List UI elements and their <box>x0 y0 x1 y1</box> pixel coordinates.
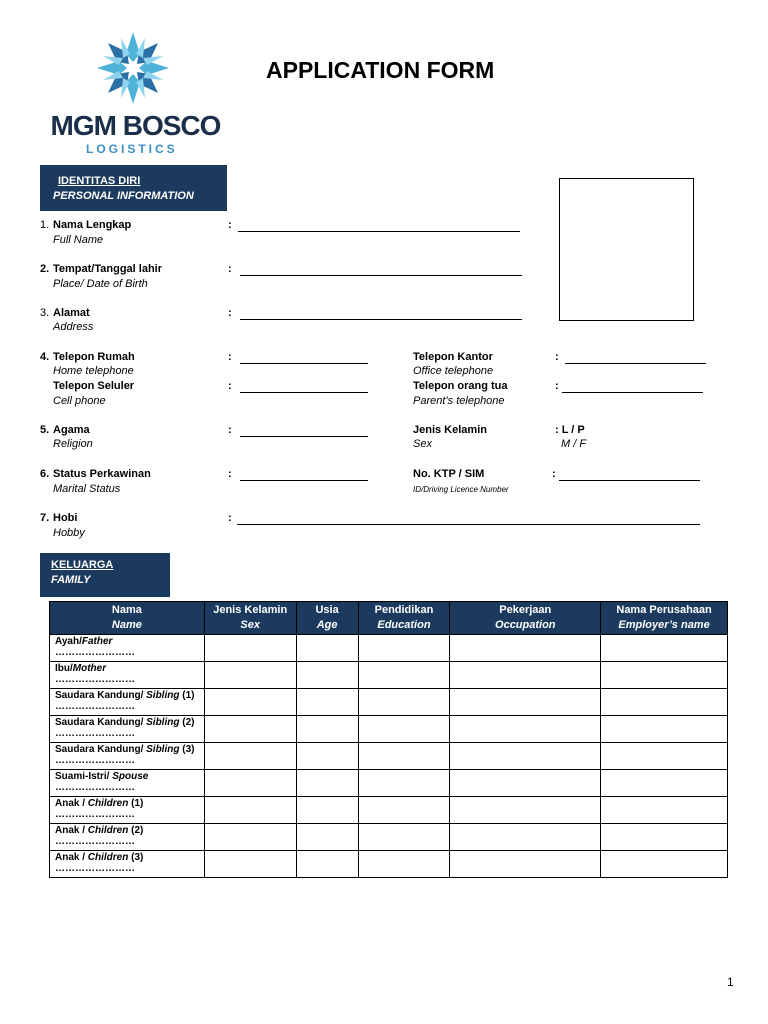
relation-cell[interactable] <box>50 824 205 851</box>
relation-suffix: (1) <box>179 690 195 701</box>
age-cell[interactable] <box>296 635 358 662</box>
name-fill-dots: …………………… <box>55 674 135 685</box>
logo-name: MGM BOSCO <box>50 110 221 141</box>
table-header-cell <box>601 602 728 635</box>
field-label: Nama Lengkap <box>53 219 132 231</box>
table-row <box>50 770 728 797</box>
relation-cell[interactable] <box>50 689 205 716</box>
logo-star-icon <box>48 30 223 110</box>
sex-cell[interactable] <box>204 716 296 743</box>
field-sublabel: Sex <box>413 438 432 450</box>
table-header-row <box>50 602 728 635</box>
table-row <box>50 689 728 716</box>
sex-options-en: M / F <box>561 438 587 450</box>
hobby-input[interactable] <box>237 524 700 525</box>
field-colon: : <box>228 351 232 363</box>
section-title-en: PERSONAL INFORMATION <box>53 190 194 202</box>
sex-options[interactable]: : L / P <box>555 424 585 436</box>
education-cell[interactable] <box>358 824 450 851</box>
occupation-cell[interactable] <box>450 662 601 689</box>
religion-input[interactable] <box>240 436 368 437</box>
occupation-cell[interactable] <box>450 635 601 662</box>
cell-phone-input[interactable] <box>240 392 368 393</box>
header-label-id: Jenis Kelamin <box>213 604 288 616</box>
field-sublabel: Parent’s telephone <box>413 395 505 407</box>
age-cell[interactable] <box>296 716 358 743</box>
employer-cell[interactable] <box>601 743 728 770</box>
occupation-cell[interactable] <box>450 851 601 878</box>
header-label-id: Pendidikan <box>374 604 434 616</box>
logo-subtitle: LOGISTICS <box>86 142 178 156</box>
field-colon: : <box>228 468 232 480</box>
page-title: APPLICATION FORM <box>266 57 495 83</box>
field-label: Status Perkawinan <box>53 468 151 480</box>
section-title-id: IDENTITAS DIRI <box>58 175 141 187</box>
table-row <box>50 716 728 743</box>
relation-id: Saudara Kandung/ <box>55 717 147 728</box>
name-fill-dots: …………………… <box>55 836 135 847</box>
relation-en: Spouse <box>112 771 149 782</box>
relation-cell[interactable] <box>50 743 205 770</box>
relation-cell[interactable] <box>50 851 205 878</box>
field-sublabel: Cell phone <box>53 395 106 407</box>
field-sublabel: Religion <box>53 438 93 450</box>
table-row <box>50 824 728 851</box>
field-sublabel: Home telephone <box>53 365 134 377</box>
field-sublabel: Marital Status <box>53 483 121 495</box>
relation-en: Children <box>87 852 129 863</box>
employer-cell[interactable] <box>601 716 728 743</box>
relation-cell[interactable] <box>50 662 205 689</box>
field-label: Telepon orang tua <box>413 380 508 392</box>
field-colon: : <box>228 307 232 319</box>
field-sublabel: Address <box>53 321 94 333</box>
occupation-cell[interactable] <box>450 824 601 851</box>
marital-status-input[interactable] <box>240 480 368 481</box>
relation-en: Father <box>81 636 113 647</box>
relation-id: Suami-Istri/ <box>55 771 113 782</box>
education-cell[interactable] <box>358 851 450 878</box>
field-num: 6. <box>40 468 50 480</box>
education-cell[interactable] <box>358 662 450 689</box>
table-row <box>50 797 728 824</box>
sex-cell[interactable] <box>204 797 296 824</box>
relation-id: Anak / <box>55 825 88 836</box>
field-colon: : <box>552 468 556 480</box>
occupation-cell[interactable] <box>450 743 601 770</box>
field-label: Tempat/Tanggal lahir <box>53 263 162 275</box>
field-colon: : <box>228 424 232 436</box>
age-cell[interactable] <box>296 689 358 716</box>
employer-cell[interactable] <box>601 824 728 851</box>
employer-cell[interactable] <box>601 851 728 878</box>
relation-id: Anak / <box>55 798 88 809</box>
home-phone-input[interactable] <box>240 363 368 364</box>
field-sublabel: Full Name <box>53 234 104 246</box>
field-num: 7. <box>40 512 50 524</box>
header-label-en: Sex <box>240 619 260 631</box>
occupation-cell[interactable] <box>450 797 601 824</box>
table-header-cell <box>450 602 601 635</box>
address-input[interactable] <box>240 319 522 320</box>
sex-cell[interactable] <box>204 824 296 851</box>
field-colon: : <box>228 263 232 275</box>
photo-box[interactable] <box>559 178 694 321</box>
birth-input[interactable] <box>240 275 522 276</box>
section-title-id: KELUARGA <box>51 559 114 571</box>
field-num: 5. <box>40 424 50 436</box>
education-cell[interactable] <box>358 797 450 824</box>
occupation-cell[interactable] <box>450 689 601 716</box>
sex-cell[interactable] <box>204 770 296 797</box>
name-fill-dots: …………………… <box>55 755 135 766</box>
field-num: 4. <box>40 351 50 363</box>
header-label-en: Education <box>377 619 431 631</box>
table-row <box>50 662 728 689</box>
employer-cell[interactable] <box>601 635 728 662</box>
table-header-cell <box>296 602 358 635</box>
education-cell[interactable] <box>358 689 450 716</box>
sex-cell[interactable] <box>204 689 296 716</box>
field-colon: : <box>555 351 559 363</box>
field-colon: : <box>228 512 232 524</box>
relation-en: Mother <box>72 663 107 674</box>
relation-id: Saudara Kandung/ <box>55 690 147 701</box>
header-label-en: Age <box>316 619 338 631</box>
occupation-cell[interactable] <box>450 770 601 797</box>
sex-cell[interactable] <box>204 743 296 770</box>
name-fill-dots: …………………… <box>55 809 135 820</box>
header-label-en: Employer’s name <box>618 619 710 631</box>
employer-cell[interactable] <box>601 662 728 689</box>
age-cell[interactable] <box>296 770 358 797</box>
field-label: Telepon Rumah <box>53 351 135 363</box>
full-name-input[interactable] <box>238 231 520 232</box>
relation-id: Ibu/ <box>55 663 73 674</box>
education-cell[interactable] <box>358 770 450 797</box>
header-label-id: Nama <box>111 604 142 616</box>
relation-id: Anak / <box>55 852 88 863</box>
field-label: Telepon Seluler <box>53 380 135 392</box>
field-label: No. KTP / SIM <box>413 468 485 480</box>
relation-suffix: (3) <box>128 852 144 863</box>
name-fill-dots: …………………… <box>55 863 135 874</box>
age-cell[interactable] <box>296 797 358 824</box>
name-fill-dots: …………………… <box>55 728 135 739</box>
field-sublabel: Office telephone <box>413 365 494 377</box>
header-label-en: Occupation <box>495 619 556 631</box>
page-number: 1 <box>727 975 734 989</box>
employer-cell[interactable] <box>601 797 728 824</box>
relation-suffix: (2) <box>128 825 144 836</box>
relation-id: Saudara Kandung/ <box>55 744 147 755</box>
table-row <box>50 635 728 662</box>
relation-cell[interactable] <box>50 797 205 824</box>
name-fill-dots: …………………… <box>55 782 135 793</box>
relation-cell[interactable] <box>50 716 205 743</box>
field-label: Telepon Kantor <box>413 351 493 363</box>
table-row <box>50 743 728 770</box>
relation-en: Children <box>87 825 129 836</box>
age-cell[interactable] <box>296 662 358 689</box>
relation-en: Sibling <box>146 690 180 701</box>
relation-en: Sibling <box>146 744 180 755</box>
occupation-cell[interactable] <box>450 716 601 743</box>
company-logo <box>48 30 223 158</box>
relation-suffix: (3) <box>179 744 195 755</box>
office-phone-input[interactable] <box>565 363 706 364</box>
section-header-personal <box>40 165 227 211</box>
field-label: Agama <box>53 424 90 436</box>
table-header-cell <box>204 602 296 635</box>
relation-cell[interactable] <box>50 635 205 662</box>
field-sublabel: Place/ Date of Birth <box>53 278 148 290</box>
sex-cell[interactable] <box>204 851 296 878</box>
relation-id: Ayah/ <box>55 636 82 647</box>
header-label-en: Name <box>111 619 142 631</box>
education-cell[interactable] <box>358 716 450 743</box>
header-label-id: Pekerjaan <box>499 604 552 616</box>
field-colon: : <box>228 219 232 231</box>
sex-cell[interactable] <box>204 662 296 689</box>
relation-suffix: (2) <box>179 717 195 728</box>
header-label-id: Usia <box>315 604 339 616</box>
age-cell[interactable] <box>296 824 358 851</box>
parent-phone-input[interactable] <box>562 392 703 393</box>
relation-suffix: (1) <box>128 798 144 809</box>
field-label: Alamat <box>53 307 90 319</box>
education-cell[interactable] <box>358 635 450 662</box>
table-row <box>50 851 728 878</box>
relation-cell[interactable] <box>50 770 205 797</box>
field-sublabel: Hobby <box>53 527 85 539</box>
field-label: Jenis Kelamin <box>413 424 487 436</box>
employer-cell[interactable] <box>601 770 728 797</box>
field-sublabel: ID/Driving Licence Number <box>413 485 509 494</box>
family-table <box>49 601 728 878</box>
name-fill-dots: …………………… <box>55 701 135 712</box>
table-header-cell <box>50 602 205 635</box>
section-title-en: FAMILY <box>51 574 91 586</box>
header-label-id: Nama Perusahaan <box>616 604 712 616</box>
field-colon: : <box>228 380 232 392</box>
relation-en: Sibling <box>146 717 180 728</box>
id-number-input[interactable] <box>559 480 700 481</box>
sex-cell[interactable] <box>204 635 296 662</box>
age-cell[interactable] <box>296 851 358 878</box>
table-header-cell <box>358 602 450 635</box>
field-num: 1. <box>40 219 50 231</box>
age-cell[interactable] <box>296 743 358 770</box>
relation-en: Children <box>87 798 129 809</box>
field-num: 2. <box>40 263 50 275</box>
name-fill-dots: …………………… <box>55 647 135 658</box>
field-label: Hobi <box>53 512 78 524</box>
field-colon: : <box>555 380 559 392</box>
table-body <box>50 635 728 878</box>
education-cell[interactable] <box>358 743 450 770</box>
employer-cell[interactable] <box>601 689 728 716</box>
section-header-family <box>40 553 170 597</box>
field-num: 3. <box>40 307 50 319</box>
